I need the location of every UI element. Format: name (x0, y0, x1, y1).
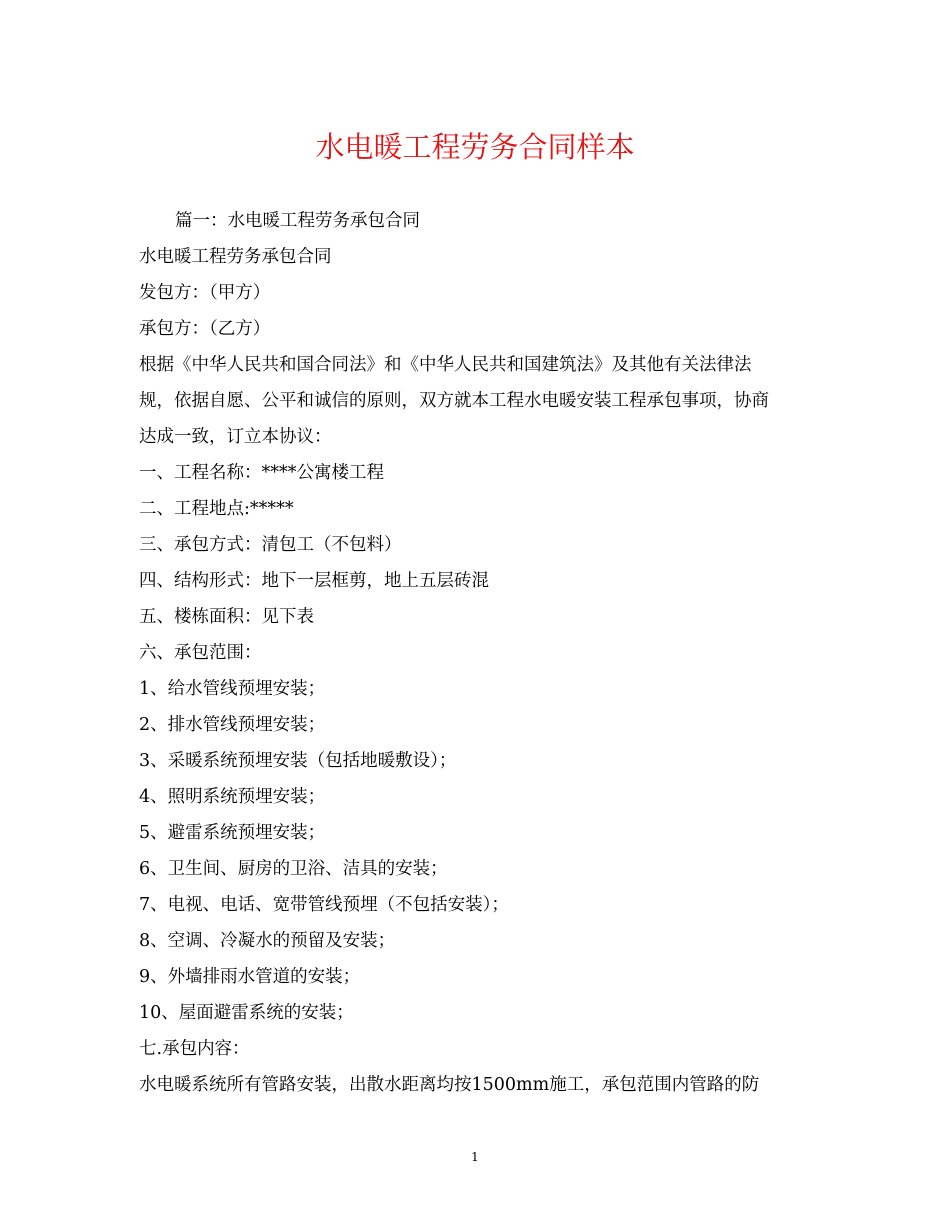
scope-item: 5、避雷系统预埋安装； (139, 823, 326, 843)
section-heading: 篇一：水电暖工程劳务承包合同 (175, 211, 420, 231)
document-title: 水电暖工程劳务合同样本 (315, 130, 635, 164)
scope-item: 6、卫生间、厨房的卫浴、洁具的安装； (139, 859, 448, 879)
scope-item: 9、外墙排雨水管道的安装； (139, 967, 361, 987)
document-body (139, 203, 819, 1103)
clause-structure-type: 四、结构形式：地下一层框剪，地上五层砖混 (139, 571, 489, 591)
party-b-line: 承包方：（乙方） (139, 319, 271, 339)
scope-item: 7、电视、电话、宽带管线预埋（不包括安装）； (139, 895, 509, 915)
scope-item: 3、采暖系统预埋安装（包括地暖敷设）； (139, 751, 457, 771)
scope-item: 8、空调、冷凝水的预留及安装； (139, 931, 396, 951)
content-paragraph-line: 水电暖系统所有管路安装，出散水距离均按1500mm施工，承包范围内管路的防 (139, 1075, 760, 1095)
scope-item: 2、排水管线预埋安装； (139, 715, 326, 735)
party-a-line: 发包方：（甲方） (139, 283, 271, 303)
clause-project-location: 二、工程地点:***** (139, 499, 294, 519)
clause-scope-heading: 六、承包范围： (139, 643, 262, 663)
clause-contract-method: 三、承包方式：清包工（不包料） (139, 535, 402, 555)
scope-item: 1、给水管线预埋安装； (139, 679, 326, 699)
contract-name: 水电暖工程劳务承包合同 (139, 247, 332, 267)
page-number: 1 (471, 1150, 479, 1164)
preamble-line: 根据《中华人民共和国合同法》和《中华人民共和国建筑法》及其他有关法律法 (139, 355, 752, 375)
preamble-line: 规，依据自愿、公平和诚信的原则，双方就本工程水电暖安装工程承包事项，协商 (139, 391, 769, 411)
clause-project-name: 一、工程名称：****公寓楼工程 (139, 463, 384, 483)
scope-item: 4、照明系统预埋安装； (139, 787, 326, 807)
scope-item: 10、屋面避雷系统的安装； (139, 1003, 354, 1023)
clause-content-heading: 七.承包内容： (139, 1039, 250, 1059)
clause-building-area: 五、楼栋面积：见下表 (139, 607, 314, 627)
preamble-line: 达成一致，订立本协议： (139, 427, 332, 447)
